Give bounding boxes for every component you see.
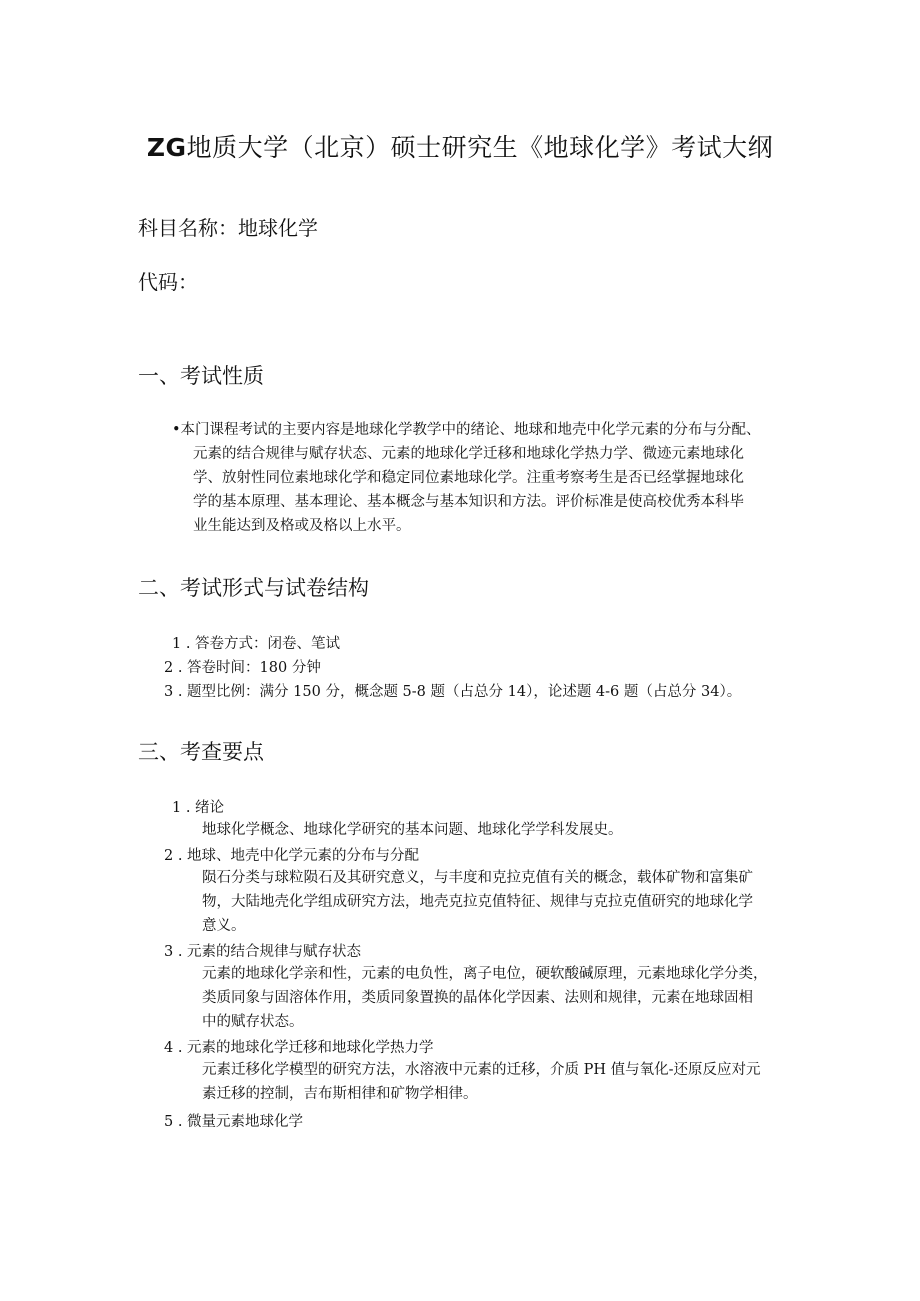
document-title: [0, 128, 920, 164]
section-1-heading: 一、考试性质: [138, 364, 264, 388]
description-line: 元素的地球化学亲和性，元素的电负性，离子电位，硬软酸碱原理，元素地球化学分类，: [202, 966, 768, 982]
title-prefix: ZG: [146, 133, 187, 162]
description-line: 素迁移的控制，吉布斯相律和矿物学相律。: [202, 1086, 478, 1102]
list-item: 2 . 答卷时间：180 分钟: [164, 660, 321, 676]
section-2-heading: 二、考试形式与试卷结构: [138, 576, 369, 600]
list-item: 2 . 地球、地壳中化学元素的分布与分配: [164, 848, 420, 864]
list-item: 4 . 元素的地球化学迁移和地球化学热力学: [164, 1040, 434, 1056]
section-1-line: 学、放射性同位素地球化学和稳定同位素地球化学。注重考察考生是否已经掌握地球化: [193, 470, 744, 486]
description-line: 元素迁移化学模型的研究方法，水溶液中元素的迁移，介质 PH 值与氧化-还原反应对元: [202, 1062, 761, 1078]
section-1-line: 业生能达到及格或及格以上水平。: [193, 518, 411, 534]
section-3-heading: 三、考查要点: [138, 740, 264, 764]
list-item: 5 . 微量元素地球化学: [164, 1114, 304, 1130]
description-line: 陨石分类与球粒陨石及其研究意义，与丰度和克拉克值有关的概念，载体矿物和富集矿: [202, 870, 753, 886]
description-line: 意义。: [202, 918, 246, 934]
list-item: 3 . 元素的结合规律与赋存状态: [164, 944, 362, 960]
description-line: 类质同象与固溶体作用，类质同象置换的晶体化学因素、法则和规律，元素在地球固相: [202, 990, 753, 1006]
list-item: 1 . 绪论: [172, 800, 225, 816]
description-line: 中的赋存状态。: [202, 1014, 304, 1030]
item-description: [202, 866, 792, 938]
item-description: [202, 1058, 792, 1106]
section-1-line: 元素的结合规律与赋存状态、元素的地球化学迁移和地球化学热力学、微迹元素地球化: [193, 446, 744, 462]
list-item: 1 . 答卷方式：闭卷、笔试: [172, 636, 341, 652]
description-line: 地球化学概念、地球化学研究的基本问题、地球化学学科发展史。: [202, 822, 623, 838]
section-1-line: 学的基本原理、基本理论、基本概念与基本知识和方法。评价标准是使高校优秀本科毕: [193, 494, 744, 510]
list-item: 3 . 题型比例：满分 150 分，概念题 5-8 题（占总分 14），论述题 4-6 题（占总分 34）。: [164, 684, 742, 700]
section-1-body: [172, 418, 802, 538]
item-description: [202, 818, 792, 842]
description-line: 物，大陆地壳化学组成研究方法，地壳克拉克值特征、规律与克拉克值研究的地球化学: [202, 894, 753, 910]
subject-name: 科目名称：地球化学: [138, 216, 318, 240]
item-description: [202, 962, 792, 1034]
section-1-line: •本门课程考试的主要内容是地球化学教学中的绪论、地球和地壳中化学元素的分布与分配、: [172, 422, 761, 438]
title-text: 地质大学（北京）硕士研究生《地球化学》考试大纲: [186, 133, 774, 162]
subject-code: 代码：: [138, 270, 198, 294]
